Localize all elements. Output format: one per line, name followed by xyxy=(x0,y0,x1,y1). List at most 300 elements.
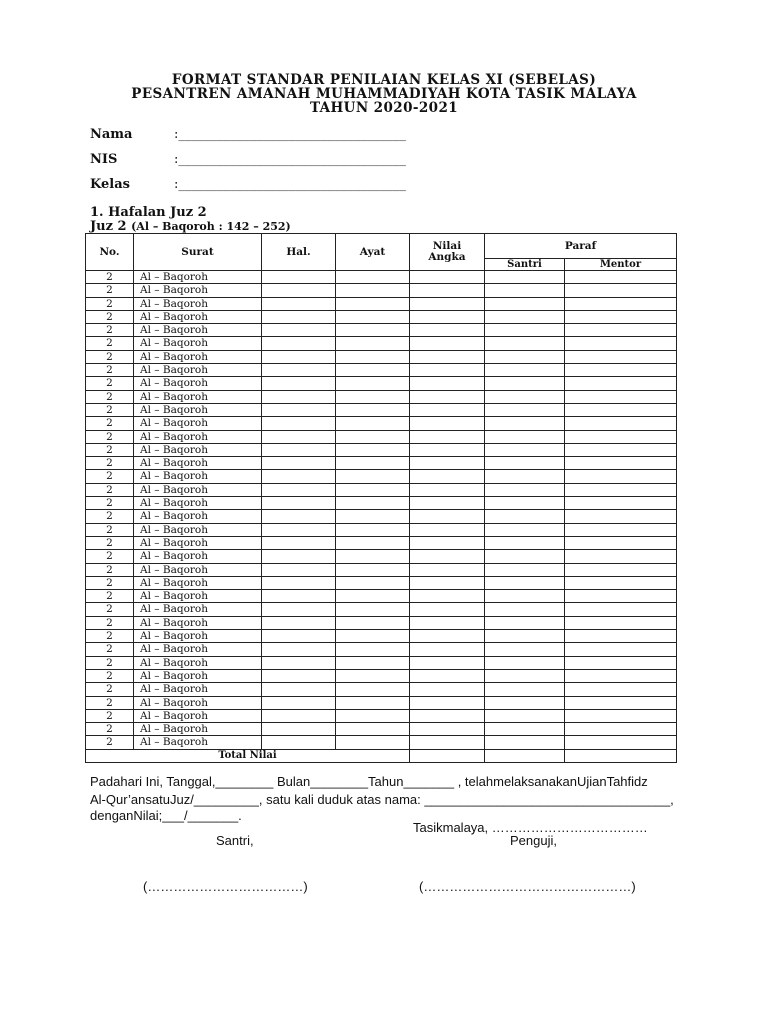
cell-nilai[interactable] xyxy=(410,271,485,284)
signature-santri-line: (………………………………) xyxy=(143,879,308,894)
doc-title-line2: PESANTREN AMANAH MUHAMMADIYAH KOTA TASIK MALAYA xyxy=(131,86,637,102)
field-blank: :___________________________________ xyxy=(174,127,406,142)
cell-ayat[interactable] xyxy=(336,403,410,416)
cell-ayat[interactable] xyxy=(336,443,410,456)
table-row xyxy=(86,443,677,456)
row-juz: 2 xyxy=(86,324,134,337)
row-surat: Al – Baqoroh xyxy=(134,590,262,603)
nilai-angka-label: Nilai Angka xyxy=(428,240,466,263)
cell-paraf-mentor[interactable] xyxy=(565,510,677,523)
cell-ayat[interactable] xyxy=(336,656,410,669)
row-surat: Al – Baqoroh xyxy=(134,736,262,749)
cell-hal[interactable] xyxy=(262,377,336,390)
cell-hal[interactable] xyxy=(262,536,336,549)
cell-nilai[interactable] xyxy=(410,643,485,656)
cell-hal[interactable] xyxy=(262,390,336,403)
cell-nilai[interactable] xyxy=(410,403,485,416)
row-surat: Al – Baqoroh xyxy=(134,656,262,669)
cell-nilai[interactable] xyxy=(410,510,485,523)
cell-ayat[interactable] xyxy=(336,723,410,736)
cell-ayat[interactable] xyxy=(336,497,410,510)
table-row xyxy=(86,669,677,682)
cell-ayat[interactable] xyxy=(336,377,410,390)
cell-hal[interactable] xyxy=(262,723,336,736)
row-surat: Al – Baqoroh xyxy=(134,696,262,709)
row-surat: Al – Baqoroh xyxy=(134,523,262,536)
cell-paraf-mentor[interactable] xyxy=(565,576,677,589)
field-kelas xyxy=(90,177,406,192)
table-row xyxy=(86,483,677,496)
table-row xyxy=(86,297,677,310)
cell-paraf-mentor[interactable] xyxy=(565,550,677,563)
col-header-mentor: Mentor xyxy=(565,259,677,271)
cell-hal[interactable] xyxy=(262,510,336,523)
cell-paraf-santri[interactable] xyxy=(485,709,565,722)
row-surat: Al – Baqoroh xyxy=(134,310,262,323)
table-row xyxy=(86,736,677,749)
cell-paraf-mentor[interactable] xyxy=(565,377,677,390)
cell-paraf-mentor[interactable] xyxy=(565,643,677,656)
cell-hal[interactable] xyxy=(262,417,336,430)
cell-paraf-santri[interactable] xyxy=(485,683,565,696)
row-surat: Al – Baqoroh xyxy=(134,497,262,510)
cell-ayat[interactable] xyxy=(336,523,410,536)
row-juz: 2 xyxy=(86,736,134,749)
cell-paraf-santri[interactable] xyxy=(485,377,565,390)
field-label: Nama xyxy=(90,127,133,142)
cell-nilai[interactable] xyxy=(410,616,485,629)
cell-ayat[interactable] xyxy=(336,563,410,576)
table-row xyxy=(86,364,677,377)
col-header-hal: Hal. xyxy=(262,234,336,271)
cell-paraf-santri[interactable] xyxy=(485,576,565,589)
cell-paraf-mentor[interactable] xyxy=(565,350,677,363)
cell-nilai[interactable] xyxy=(410,337,485,350)
cell-hal[interactable] xyxy=(262,603,336,616)
subheading-range: (Al – Baqoroh : 142 – 252) xyxy=(131,220,291,233)
cell-hal[interactable] xyxy=(262,430,336,443)
row-juz: 2 xyxy=(86,364,134,377)
row-surat: Al – Baqoroh xyxy=(134,603,262,616)
cell-ayat[interactable] xyxy=(336,483,410,496)
row-juz: 2 xyxy=(86,683,134,696)
cell-paraf-mentor[interactable] xyxy=(565,536,677,549)
cell-hal[interactable] xyxy=(262,337,336,350)
cell-ayat[interactable] xyxy=(336,417,410,430)
cell-hal[interactable] xyxy=(262,630,336,643)
table-row xyxy=(86,563,677,576)
cell-hal[interactable] xyxy=(262,271,336,284)
table-row xyxy=(86,523,677,536)
cell-nilai[interactable] xyxy=(410,603,485,616)
cell-nilai[interactable] xyxy=(410,470,485,483)
cell-nilai[interactable] xyxy=(410,310,485,323)
cell-ayat[interactable] xyxy=(336,576,410,589)
cell-nilai[interactable] xyxy=(410,443,485,456)
cell-paraf-santri[interactable] xyxy=(485,523,565,536)
cell-hal[interactable] xyxy=(262,324,336,337)
row-surat: Al – Baqoroh xyxy=(134,550,262,563)
row-surat: Al – Baqoroh xyxy=(134,483,262,496)
statement-line1: Padahari Ini, Tanggal,________ Bulan________Tahun_______ , telahmelaksanakanUjianTahfidz xyxy=(90,774,648,789)
row-juz: 2 xyxy=(86,377,134,390)
table-row xyxy=(86,497,677,510)
row-surat: Al – Baqoroh xyxy=(134,297,262,310)
cell-hal[interactable] xyxy=(262,736,336,749)
row-juz: 2 xyxy=(86,709,134,722)
table-row xyxy=(86,510,677,523)
cell-ayat[interactable] xyxy=(336,616,410,629)
cell-ayat[interactable] xyxy=(336,683,410,696)
signature-penguji-line: (…………………………………………) xyxy=(419,879,636,894)
table-row xyxy=(86,696,677,709)
cell-hal[interactable] xyxy=(262,550,336,563)
cell-ayat[interactable] xyxy=(336,364,410,377)
row-juz: 2 xyxy=(86,497,134,510)
cell-paraf-mentor[interactable] xyxy=(565,523,677,536)
cell-nilai[interactable] xyxy=(410,563,485,576)
cell-paraf-santri[interactable] xyxy=(485,403,565,416)
table-row xyxy=(86,377,677,390)
table-row xyxy=(86,417,677,430)
row-juz: 2 xyxy=(86,550,134,563)
cell-paraf-santri[interactable] xyxy=(485,417,565,430)
row-surat: Al – Baqoroh xyxy=(134,377,262,390)
table-row xyxy=(86,630,677,643)
row-surat: Al – Baqoroh xyxy=(134,723,262,736)
cell-paraf-santri[interactable] xyxy=(485,696,565,709)
cell-nilai[interactable] xyxy=(410,497,485,510)
cell-hal[interactable] xyxy=(262,350,336,363)
row-surat: Al – Baqoroh xyxy=(134,683,262,696)
cell-ayat[interactable] xyxy=(336,390,410,403)
cell-paraf-mentor[interactable] xyxy=(565,457,677,470)
cell-hal[interactable] xyxy=(262,364,336,377)
cell-nilai[interactable] xyxy=(410,350,485,363)
cell-hal[interactable] xyxy=(262,403,336,416)
cell-paraf-santri[interactable] xyxy=(485,350,565,363)
cell-hal[interactable] xyxy=(262,643,336,656)
cell-paraf-mentor[interactable] xyxy=(565,470,677,483)
row-surat: Al – Baqoroh xyxy=(134,643,262,656)
cell-nilai[interactable] xyxy=(410,723,485,736)
cell-paraf-mentor[interactable] xyxy=(565,616,677,629)
cell-nilai[interactable] xyxy=(410,324,485,337)
row-juz: 2 xyxy=(86,271,134,284)
signature-santri-label: Santri, xyxy=(216,833,254,848)
cell-ayat[interactable] xyxy=(336,550,410,563)
row-surat: Al – Baqoroh xyxy=(134,630,262,643)
cell-paraf-santri[interactable] xyxy=(485,443,565,456)
cell-paraf-mentor[interactable] xyxy=(565,337,677,350)
cell-paraf-mentor[interactable] xyxy=(565,430,677,443)
subheading-juz: Juz 2 xyxy=(90,219,127,234)
table-row xyxy=(86,337,677,350)
cell-ayat[interactable] xyxy=(336,709,410,722)
cell-paraf-mentor[interactable] xyxy=(565,590,677,603)
row-surat: Al – Baqoroh xyxy=(134,284,262,297)
cell-nilai[interactable] xyxy=(410,377,485,390)
cell-nilai[interactable] xyxy=(410,656,485,669)
row-juz: 2 xyxy=(86,523,134,536)
cell-paraf-santri[interactable] xyxy=(485,271,565,284)
col-header-paraf: Paraf xyxy=(485,234,677,259)
cell-paraf-santri[interactable] xyxy=(485,430,565,443)
cell-paraf-mentor[interactable] xyxy=(565,497,677,510)
row-surat: Al – Baqoroh xyxy=(134,576,262,589)
cell-paraf-mentor[interactable] xyxy=(565,390,677,403)
cell-paraf-santri[interactable] xyxy=(485,669,565,682)
cell-total-nilai[interactable] xyxy=(410,749,485,762)
cell-paraf-mentor[interactable] xyxy=(565,683,677,696)
cell-paraf-mentor[interactable] xyxy=(565,417,677,430)
cell-hal[interactable] xyxy=(262,523,336,536)
cell-nilai[interactable] xyxy=(410,284,485,297)
cell-ayat[interactable] xyxy=(336,337,410,350)
table-row xyxy=(86,643,677,656)
table-row xyxy=(86,284,677,297)
field-blank: :___________________________________ xyxy=(174,177,406,192)
cell-ayat[interactable] xyxy=(336,297,410,310)
cell-paraf-santri[interactable] xyxy=(485,603,565,616)
cell-nilai[interactable] xyxy=(410,390,485,403)
col-header-surat: Surat xyxy=(134,234,262,271)
row-juz: 2 xyxy=(86,297,134,310)
cell-nilai[interactable] xyxy=(410,736,485,749)
cell-ayat[interactable] xyxy=(336,284,410,297)
row-juz: 2 xyxy=(86,483,134,496)
cell-hal[interactable] xyxy=(262,443,336,456)
row-surat: Al – Baqoroh xyxy=(134,430,262,443)
cell-paraf-santri[interactable] xyxy=(485,590,565,603)
row-juz: 2 xyxy=(86,616,134,629)
row-juz: 2 xyxy=(86,696,134,709)
cell-hal[interactable] xyxy=(262,284,336,297)
cell-paraf-mentor[interactable] xyxy=(565,736,677,749)
row-juz: 2 xyxy=(86,470,134,483)
col-header-ayat: Ayat xyxy=(336,234,410,271)
cell-paraf-santri[interactable] xyxy=(485,550,565,563)
cell-paraf-santri[interactable] xyxy=(485,536,565,549)
row-juz: 2 xyxy=(86,603,134,616)
cell-paraf-mentor[interactable] xyxy=(565,656,677,669)
cell-hal[interactable] xyxy=(262,563,336,576)
cell-hal[interactable] xyxy=(262,696,336,709)
field-label: Kelas xyxy=(90,177,130,192)
cell-ayat[interactable] xyxy=(336,457,410,470)
cell-nilai[interactable] xyxy=(410,576,485,589)
table-row xyxy=(86,470,677,483)
cell-hal[interactable] xyxy=(262,310,336,323)
cell-ayat[interactable] xyxy=(336,271,410,284)
cell-ayat[interactable] xyxy=(336,510,410,523)
cell-paraf-mentor[interactable] xyxy=(565,630,677,643)
cell-paraf-santri[interactable] xyxy=(485,390,565,403)
col-header-santri: Santri xyxy=(485,259,565,271)
cell-total-santri xyxy=(485,749,565,762)
cell-paraf-santri[interactable] xyxy=(485,297,565,310)
cell-hal[interactable] xyxy=(262,297,336,310)
cell-paraf-santri[interactable] xyxy=(485,470,565,483)
cell-paraf-santri[interactable] xyxy=(485,324,565,337)
table-row xyxy=(86,709,677,722)
cell-nilai[interactable] xyxy=(410,683,485,696)
statement-line2: Al-Qur’ansatuJuz/_________, satu kali duduk atas nama: __________________________________, xyxy=(90,792,674,807)
cell-nilai[interactable] xyxy=(410,630,485,643)
cell-nilai[interactable] xyxy=(410,709,485,722)
cell-paraf-mentor[interactable] xyxy=(565,364,677,377)
row-surat: Al – Baqoroh xyxy=(134,470,262,483)
cell-paraf-mentor[interactable] xyxy=(565,669,677,682)
cell-paraf-santri[interactable] xyxy=(485,510,565,523)
cell-hal[interactable] xyxy=(262,483,336,496)
cell-nilai[interactable] xyxy=(410,536,485,549)
col-header-no: No. xyxy=(86,234,134,271)
row-juz: 2 xyxy=(86,723,134,736)
table-row xyxy=(86,683,677,696)
cell-paraf-santri[interactable] xyxy=(485,310,565,323)
cell-nilai[interactable] xyxy=(410,523,485,536)
cell-ayat[interactable] xyxy=(336,630,410,643)
row-juz: 2 xyxy=(86,310,134,323)
cell-ayat[interactable] xyxy=(336,736,410,749)
cell-hal[interactable] xyxy=(262,497,336,510)
cell-ayat[interactable] xyxy=(336,324,410,337)
cell-hal[interactable] xyxy=(262,590,336,603)
row-juz: 2 xyxy=(86,350,134,363)
cell-paraf-santri[interactable] xyxy=(485,616,565,629)
cell-paraf-mentor[interactable] xyxy=(565,603,677,616)
cell-nilai[interactable] xyxy=(410,669,485,682)
row-surat: Al – Baqoroh xyxy=(134,536,262,549)
cell-ayat[interactable] xyxy=(336,696,410,709)
cell-hal[interactable] xyxy=(262,669,336,682)
cell-hal[interactable] xyxy=(262,576,336,589)
row-surat: Al – Baqoroh xyxy=(134,616,262,629)
cell-paraf-santri[interactable] xyxy=(485,723,565,736)
row-juz: 2 xyxy=(86,284,134,297)
cell-paraf-santri[interactable] xyxy=(485,656,565,669)
cell-ayat[interactable] xyxy=(336,430,410,443)
cell-hal[interactable] xyxy=(262,656,336,669)
row-surat: Al – Baqoroh xyxy=(134,510,262,523)
cell-hal[interactable] xyxy=(262,709,336,722)
row-juz: 2 xyxy=(86,430,134,443)
row-surat: Al – Baqoroh xyxy=(134,443,262,456)
cell-ayat[interactable] xyxy=(336,310,410,323)
cell-paraf-mentor[interactable] xyxy=(565,310,677,323)
cell-paraf-santri[interactable] xyxy=(485,736,565,749)
cell-paraf-santri[interactable] xyxy=(485,563,565,576)
cell-paraf-mentor[interactable] xyxy=(565,403,677,416)
row-juz: 2 xyxy=(86,403,134,416)
row-surat: Al – Baqoroh xyxy=(134,669,262,682)
table-row xyxy=(86,310,677,323)
row-juz: 2 xyxy=(86,656,134,669)
cell-paraf-mentor[interactable] xyxy=(565,284,677,297)
cell-paraf-mentor[interactable] xyxy=(565,563,677,576)
section-subheading xyxy=(90,219,291,234)
cell-ayat[interactable] xyxy=(336,350,410,363)
cell-hal[interactable] xyxy=(262,683,336,696)
row-juz: 2 xyxy=(86,337,134,350)
cell-paraf-santri[interactable] xyxy=(485,457,565,470)
row-surat: Al – Baqoroh xyxy=(134,417,262,430)
table-row xyxy=(86,403,677,416)
row-surat: Al – Baqoroh xyxy=(134,709,262,722)
total-row xyxy=(86,749,677,762)
table-row xyxy=(86,390,677,403)
cell-nilai[interactable] xyxy=(410,483,485,496)
field-label: NIS xyxy=(90,152,118,167)
cell-nilai[interactable] xyxy=(410,696,485,709)
cell-paraf-mentor[interactable] xyxy=(565,324,677,337)
table-row xyxy=(86,271,677,284)
row-juz: 2 xyxy=(86,576,134,589)
field-blank: :___________________________________ xyxy=(174,152,406,167)
cell-paraf-santri[interactable] xyxy=(485,630,565,643)
cell-ayat[interactable] xyxy=(336,590,410,603)
cell-paraf-mentor[interactable] xyxy=(565,483,677,496)
row-surat: Al – Baqoroh xyxy=(134,324,262,337)
cell-nilai[interactable] xyxy=(410,417,485,430)
cell-ayat[interactable] xyxy=(336,536,410,549)
cell-paraf-santri[interactable] xyxy=(485,364,565,377)
table-row xyxy=(86,324,677,337)
row-juz: 2 xyxy=(86,510,134,523)
cell-ayat[interactable] xyxy=(336,470,410,483)
table-row xyxy=(86,723,677,736)
cell-nilai[interactable] xyxy=(410,457,485,470)
cell-nilai[interactable] xyxy=(410,297,485,310)
cell-paraf-mentor[interactable] xyxy=(565,443,677,456)
table-row xyxy=(86,603,677,616)
cell-paraf-santri[interactable] xyxy=(485,497,565,510)
table-row xyxy=(86,576,677,589)
cell-paraf-mentor[interactable] xyxy=(565,271,677,284)
cell-ayat[interactable] xyxy=(336,669,410,682)
total-label: Total Nilai xyxy=(86,749,410,762)
row-surat: Al – Baqoroh xyxy=(134,563,262,576)
cell-nilai[interactable] xyxy=(410,550,485,563)
cell-hal[interactable] xyxy=(262,616,336,629)
row-juz: 2 xyxy=(86,590,134,603)
col-header-nilai-angka xyxy=(410,234,485,271)
cell-ayat[interactable] xyxy=(336,643,410,656)
row-surat: Al – Baqoroh xyxy=(134,390,262,403)
cell-paraf-santri[interactable] xyxy=(485,284,565,297)
cell-hal[interactable] xyxy=(262,470,336,483)
cell-nilai[interactable] xyxy=(410,430,485,443)
field-nis xyxy=(90,152,406,167)
cell-hal[interactable] xyxy=(262,457,336,470)
cell-nilai[interactable] xyxy=(410,590,485,603)
cell-paraf-mentor[interactable] xyxy=(565,709,677,722)
grading-table xyxy=(85,233,677,763)
cell-paraf-mentor[interactable] xyxy=(565,696,677,709)
cell-paraf-santri[interactable] xyxy=(485,643,565,656)
cell-paraf-mentor[interactable] xyxy=(565,297,677,310)
row-surat: Al – Baqoroh xyxy=(134,403,262,416)
signature-penguji-label: Penguji, xyxy=(510,833,557,848)
table-row xyxy=(86,430,677,443)
cell-paraf-mentor[interactable] xyxy=(565,723,677,736)
cell-paraf-santri[interactable] xyxy=(485,483,565,496)
cell-paraf-santri[interactable] xyxy=(485,337,565,350)
signature-place-date: Tasikmalaya, ……………………………… xyxy=(413,820,648,835)
cell-nilai[interactable] xyxy=(410,364,485,377)
cell-ayat[interactable] xyxy=(336,603,410,616)
